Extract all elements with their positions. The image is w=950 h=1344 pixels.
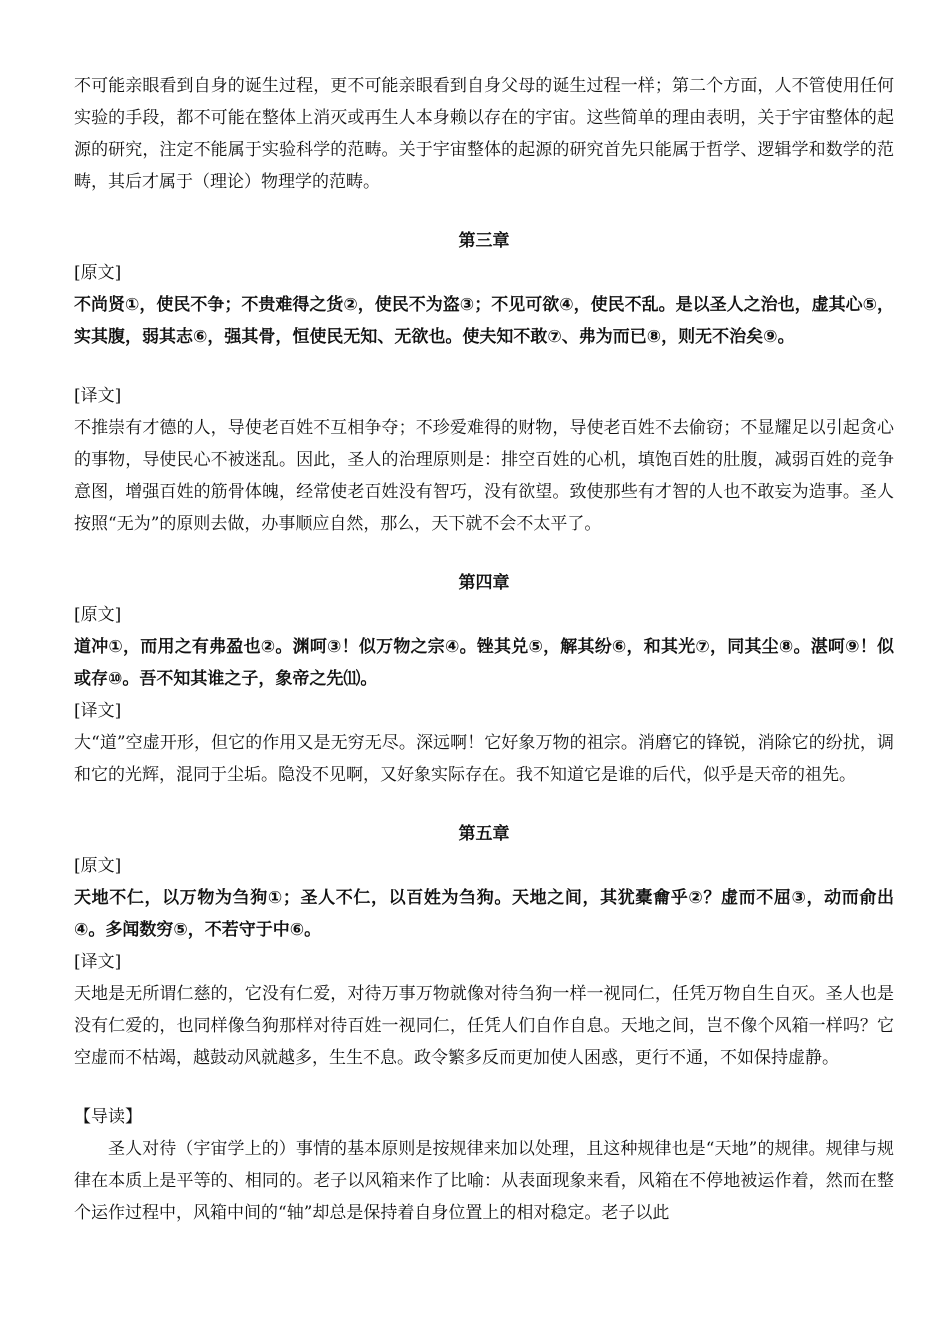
chapter-3-translation-text: 不推崇有才德的人，导使老百姓不互相争夺；不珍爱难得的财物，导使老百姓不去偷窃；不显耀足以引起贪心的事物，导使民心不被迷乱。因此，圣人的治理原则是：排空百姓的心机，填饱百姓的肚腹，减弱百姓的竞争意图，增强百姓的筋骨体魄，经常使老百姓没有智巧，没有欲望。致使那些有才智的人也不敢妄为造事。圣人按照“无为”的原则去做，办事顺应自然，那么，天下就不会不太平了。	[74, 418, 894, 534]
chapter-3-original-text: 不尚贤①，使民不争；不贵难得之货②，使民不为盗③；不见可欲④，使民不乱。是以圣人之治也，虚其心⑤，实其腹，弱其志⑥，强其骨，恒使民无知、无欲也。使夫知不敢⑦、弗为而已⑧，则无不治矣⑨。	[74, 295, 894, 347]
document-page	[74, 70, 894, 1229]
chapter-3-title: 第三章	[458, 231, 510, 251]
chapter-5-original-text: 天地不仁，以万物为刍狗①；圣人不仁，以百姓为刍狗。天地之间，其犹橐龠乎②？虚而不屈③，动而俞出④。多闻数穷⑤，不若守于中⑥。	[74, 888, 894, 940]
chapter-3-original-label: [原文]	[74, 263, 122, 283]
chapter-4-original-label: [原文]	[74, 605, 122, 625]
intro-paragraph: 不可能亲眼看到自身的诞生过程，更不可能亲眼看到自身父母的诞生过程一样；第二个方面，人不管使用任何实验的手段，都不可能在整体上消灭或再生人本身赖以存在的宇宙。这些简单的理由表明，关于宇宙整体的起源的研究，注定不能属于实验科学的范畴。关于宇宙整体的起源的研究首先只能属于哲学、逻辑学和数学的范畴，其后才属于（理论）物理学的范畴。	[74, 76, 894, 192]
chapter-4-translation-text: 大“道”空虚开形，但它的作用又是无穷无尽。深远啊！它好象万物的祖宗。消磨它的锋锐，消除它的纷扰，调和它的光辉，混同于尘垢。隐没不见啊，又好象实际存在。我不知道它是谁的后代，似乎是天帝的祖先。	[74, 733, 894, 785]
chapter-5-translation-text: 天地是无所谓仁慈的，它没有仁爱，对待万事万物就像对待刍狗一样一视同仁，任凭万物自生自灭。圣人也是没有仁爱的，也同样像刍狗那样对待百姓一视同仁，任凭人们自作自息。天地之间，岂不像个风箱一样吗？它空虚而不枯竭，越鼓动风就越多，生生不息。政令繁多反而更加使人困惑，更行不通，不如保持虚静。	[74, 984, 894, 1068]
chapter-3-translation-label: [译文]	[74, 386, 122, 406]
chapter-5-translation-label: [译文]	[74, 952, 122, 972]
guide-label: 【导读】	[74, 1107, 142, 1127]
chapter-5-title: 第五章	[458, 824, 510, 844]
chapter-4-translation-label: [译文]	[74, 701, 122, 721]
chapter-4-title: 第四章	[458, 573, 510, 593]
chapter-5-original-label: [原文]	[74, 856, 122, 876]
guide-text: 圣人对待（宇宙学上的）事情的基本原则是按规律来加以处理，且这种规律也是“天地”的规律。规律与规律在本质上是平等的、相同的。老子以风箱来作了比喻：从表面现象来看，风箱在不停地被运作着，然而在整个运作过程中，风箱中间的“轴”却总是保持着自身位置上的相对稳定。老子以此	[74, 1139, 894, 1223]
chapter-4-original-text: 道冲①，而用之有弗盈也②。渊呵③！似万物之宗④。锉其兑⑤，解其纷⑥，和其光⑦，同其尘⑧。湛呵⑨！似或存⑩。吾不知其谁之子，象帝之先⑾。	[74, 637, 894, 689]
